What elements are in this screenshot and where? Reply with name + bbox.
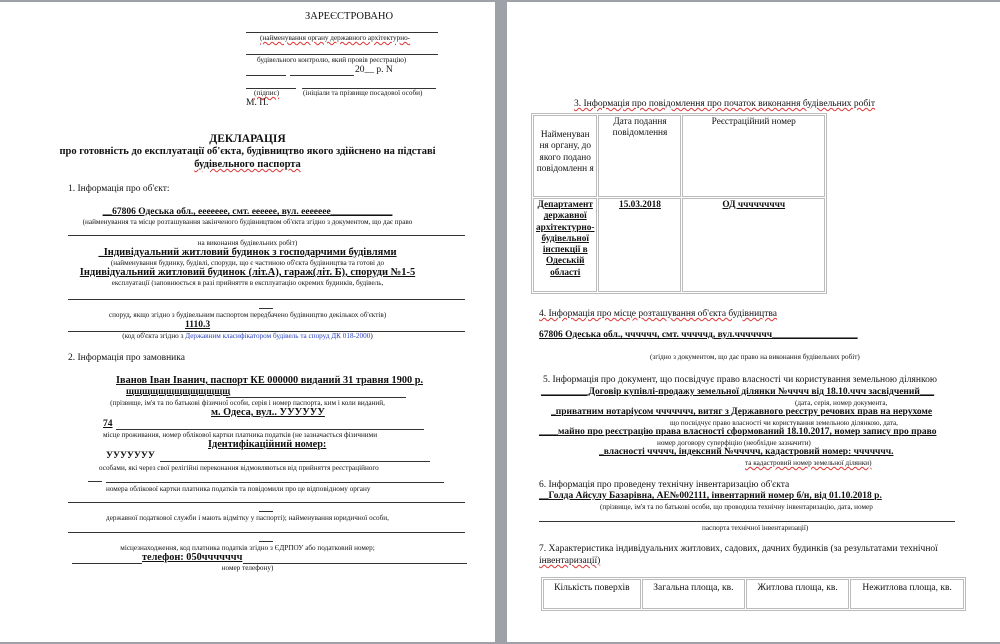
customer-phone: телефон: 050ччччччч <box>142 552 243 563</box>
section-5-caption-4: та кадастровий номер земельної ділянки) <box>745 459 872 467</box>
section-2-caption-1: (прізвище, ім'я та по батькові фізичної особи, серія і номер паспорта, ким і коли виданий, <box>110 399 385 407</box>
stamp-line <box>290 75 354 76</box>
stamp-caption-sign: (підпис) <box>254 89 280 97</box>
table-header-cell: Кількість поверхів <box>543 579 641 609</box>
land-doc-line-1: __________Договір купівлі-продажу земельної ділянки №чччч від 18.10.ччч засвідчений___ <box>541 387 935 397</box>
declaration-subtitle-2: будівельного паспорта <box>194 159 301 170</box>
id-number-value: УУУУУУУ <box>106 451 155 461</box>
section-6-heading: 6. Інформація про проведену технічну інвентаризацію об'єкта <box>539 480 790 490</box>
table-header-cell: Дата подання повідомлення <box>598 115 681 197</box>
table-header-cell: Реєстраційний номер <box>682 115 825 197</box>
land-doc-line-3: ____майно про реєстрацію права власності сформований 18.10.2017, номер запису про право <box>539 427 937 437</box>
section-1-caption-5: споруд, якщо згідно з будівельним паспортом передбачено будівництво декількох об'єктів) <box>108 311 387 319</box>
section-1-caption-2: на виконання будівельних робіт) <box>197 239 298 247</box>
site-address: 67806 Одеська обл., чччччч, смт. чччччд, вул.ччччччч__________________ <box>539 330 858 340</box>
customer-house: 74 <box>103 419 113 429</box>
notification-table <box>531 113 827 294</box>
section-2-caption-7: номер телефону) <box>221 564 274 572</box>
section-4-heading: 4. Інформація про місце розташування об'єкта будівництва <box>539 309 777 319</box>
customer-name-passport: Іванов Іван Іванич, паспорт КЕ 000000 виданий 31 травня 1900 р. <box>116 375 424 386</box>
table-cell-reg-number: ОД ччччччччч <box>682 198 825 292</box>
section-1-caption-1: (найменування та місце розташування закінченого будівництвом об'єкта згідно з документом, що дає право <box>82 218 413 226</box>
declaration-subtitle-1: про готовність до експлуатації об'єкта, будівництво якого здійснено на підставі <box>59 146 436 157</box>
section-2-caption-3: особами, які через свої релігійні переконання відмовляються від прийняття реєстраційного <box>99 464 379 472</box>
field-line <box>106 482 444 483</box>
section-1-caption-4: експлуатації (заповнюється в разі прийняття в експлуатацію окремих будинків, будівель, <box>111 279 384 287</box>
stamp-date-line: 20__ р. N <box>355 65 393 75</box>
table-header-cell: Загальна площа, кв. <box>642 579 745 609</box>
section-6-caption-1: (прізвище, ім'я та по батькові особи, що проводила технічну інвентаризацію, дата, номер <box>600 503 873 511</box>
section-1-caption-3: (найменування будинку, будівлі, споруди, що є частиною об'єкта будівництва та готові до <box>110 259 385 267</box>
field-line <box>259 308 273 309</box>
section-7-heading-1: 7. Характеристика індивідуальних житлових, садових, дачних будинків (за результатами технічної <box>539 544 938 554</box>
section-2-caption-6: місцезнаходження, код платника податків згідно з ЄДРПОУ або податковий номер; <box>120 544 375 552</box>
stamp-title: ЗАРЕЄСТРОВАНО <box>305 11 394 22</box>
table-header-cell: Найменуван ня органу, до якого подано повідомленн я <box>533 115 597 197</box>
stamp-caption-2: будівельного контролю, який провів реєстрацію) <box>257 56 407 64</box>
field-line <box>226 397 406 398</box>
section-5-caption-1: (дата, серія, номер документа, <box>795 399 888 407</box>
table-row <box>533 198 825 292</box>
customer-city-street: м. Одеса, вул.. УУУУУУ <box>211 407 325 418</box>
id-number-label: Ідентифікаційний номер: <box>208 439 327 450</box>
document-page-right <box>507 2 1000 642</box>
stamp-line <box>246 32 438 33</box>
passport-issuer: щщщщщщщщщщщщщ <box>126 387 231 397</box>
section-5-caption-2: що посвідчує право власності чи користування земельною ділянкою, дата, <box>670 419 898 427</box>
declaration-title: ДЕКЛАРАЦІЯ <box>209 133 286 145</box>
section-5-heading: 5. Інформація про документ, що посвідчує право власності чи користування земельною ділянкою <box>543 375 937 385</box>
stamp-caption-1: (найменування органу державного архітектурно- <box>260 34 411 42</box>
field-line <box>68 235 465 236</box>
object-code: 1110.3 <box>185 320 211 330</box>
section-3-heading: 3. Інформація про повідомлення про початок виконання будівельних робіт <box>574 99 876 109</box>
section-6-caption-2: паспорта технічної інвентаризації) <box>702 524 809 532</box>
stamp-caption-initials: (ініціали та прізвище посадової особи) <box>303 89 423 97</box>
land-doc-line-4: _власності ччччч, індексний №ччччч, кадастровий номер: ччччччч. <box>599 447 894 457</box>
section-5-caption-3: номер договору суперфіцію (необхідне зазначити) <box>657 439 811 447</box>
table-header-cell: Нежитлова площа, кв. <box>850 579 964 609</box>
section-2-caption-5: державної податкової служби і мають відмітку у паспорті); найменування юридичної особи, <box>106 514 389 522</box>
field-line <box>259 541 273 542</box>
field-line <box>88 481 102 482</box>
field-line <box>68 299 465 300</box>
section-4-caption: (згідно з документом, що дає право на виконання будівельних робіт) <box>650 353 860 361</box>
table-cell-organ: Департамент державної архітектурно-будівельної інспекції в Одеській області <box>533 198 597 292</box>
building-characteristics-table <box>541 577 966 611</box>
field-line <box>259 511 273 512</box>
section-1-caption-6: (код об'єкта згідно з Державним класифікатором будівель та споруд ДК 018-2000) <box>122 332 373 340</box>
table-cell-date: 15.03.2018 <box>598 198 681 292</box>
field-line <box>68 502 465 503</box>
stamp-seal: М. П. <box>246 98 269 108</box>
section-2-caption-4: номера облікової картки платника податків та повідомили про це відповідному органу <box>106 485 371 493</box>
field-line <box>68 532 465 533</box>
field-line <box>539 521 955 522</box>
table-header-row <box>533 115 825 197</box>
object-address: __67806 Одеська обл., eeeeeee, смт. eeeeee, вул. eeeeeee_____________ <box>102 207 393 217</box>
document-page-left <box>0 2 495 642</box>
land-doc-line-2: _приватним нотаріусом ччччччч, витяг з Державного реєстру речових прав на нерухоме <box>551 407 933 417</box>
section-7-heading-2: інвентаризації) <box>539 556 601 566</box>
stamp-line <box>246 75 286 76</box>
stamp-line <box>246 54 438 55</box>
inventory-line: __Голда Айсулу Базарівна, АЕ№002111, інвентарний номер б/н, від 01.10.2018 р. <box>539 491 882 501</box>
classifier-link[interactable]: Державним класифікатором будівель та споруд ДК 018-2000 <box>185 332 371 340</box>
field-line <box>160 461 430 462</box>
table-header-cell: Житлова площа, кв. <box>746 579 849 609</box>
field-line <box>116 429 424 430</box>
section-1-heading: 1. Інформація про об'єкт: <box>68 184 170 194</box>
section-2-heading: 2. Інформація про замовника <box>68 353 185 363</box>
section-2-caption-2: місце проживання, номер облікової картки платника податків (не зазначається фізичними <box>103 431 378 439</box>
object-parts: Індивідуальний житловий будинок (літ.А), гараж(літ. Б), споруди №1-5 <box>79 267 416 278</box>
table-header-row <box>543 579 964 609</box>
object-name: _Індивідуальний житловий будинок з господарчими будівлями <box>98 247 397 258</box>
